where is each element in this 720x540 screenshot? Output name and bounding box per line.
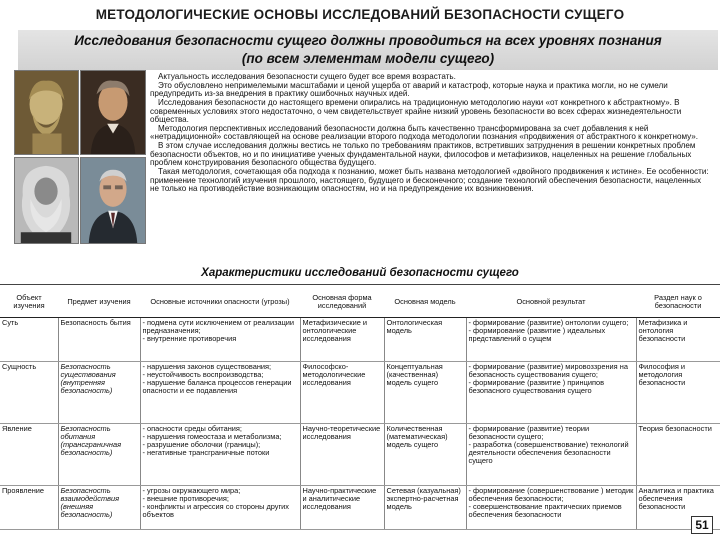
cell-section: Теория безопасности: [636, 423, 720, 485]
paragraph: В этом случае исследования должны вестись не только по требованиям практиков, встретивших затруднения в решении конкретных проблем безопасности объектов, но и по инициативе ученых фундаментальной науки, философов и метафизиков, нацеленных на решение глобальных проблем конструирования безопасного общества будущего.: [150, 141, 696, 168]
subtitle-band: [18, 30, 718, 70]
subtitle-line-1: Исследования безопасности сущего должны проводиться на всех уровнях познания: [74, 33, 662, 48]
column-header: Основной результат: [466, 287, 636, 317]
page-title: МЕТОДОЛОГИЧЕСКИЕ ОСНОВЫ ИССЛЕДОВАНИЙ БЕЗОПАСНОСТИ СУЩЕГО: [95, 7, 625, 22]
paragraph: Методология перспективных исследований безопасности должна быть качественно трансформирована за счет добавления к ней «нетрадиционной» составляющей на основе реализации второго подхода методологии познания «продвижения от абстрактного к конкретному».: [150, 123, 699, 142]
column-header: Предмет изучения: [58, 287, 140, 317]
cell-subject: Безопасность бытия: [58, 317, 140, 361]
cell-result: - формирование (развитие) онтологии сущего; - формирование (развитие ) идеальных представлений о сущем: [466, 317, 636, 361]
table-row: [0, 485, 720, 529]
cell-object: Явление: [0, 423, 58, 485]
table-title: Характеристики исследований безопасности сущего: [201, 267, 519, 279]
paragraph: Исследования безопасности до настоящего времени опирались на традиционную методологию науки «от конкретного к абстрактному». В современных условиях этого недостаточно, о чем свидетельствует крайне низкий уровень безопасности во всех сферах жизнедеятельности общества.: [150, 97, 682, 125]
table-row: [0, 361, 720, 423]
cell-form: Научно-теоретические исследования: [300, 423, 384, 485]
cell-form: Научно-практические и аналитические исследования: [300, 485, 384, 529]
characteristics-table: [0, 287, 720, 530]
paragraph: Это обусловлено непримелемыми масштабами и ценой ущерба от аварий и катастроф, которые наука и практика могли, но не сумели предупредить из-за внедрения в практику ошибочных научных идей.: [150, 80, 668, 99]
cell-model: Онтологическая модель: [384, 317, 466, 361]
table-row: [0, 423, 720, 485]
cell-object: Сущность: [0, 361, 58, 423]
table-row: [0, 317, 720, 361]
column-header: Основная модель: [384, 287, 466, 317]
cell-subject: Безопасность взаимодействия (внешняя безопасность): [58, 485, 140, 529]
cell-object: Проявление: [0, 485, 58, 529]
portrait-photo: [80, 70, 146, 155]
column-header: Раздел наук о безопасности: [636, 287, 720, 317]
subtitle-line-2: (по всем элементам модели сущего): [241, 51, 495, 66]
cell-form: Метафизические и онтологические исследования: [300, 317, 384, 361]
cell-subject: Безопасность существования (внутренняя безопасность): [58, 361, 140, 423]
cell-result: - формирование (развитие) теории безопасности сущего; - разработка (совершенствование) технологий деятельности обеспечения безопасности сущего: [466, 423, 636, 485]
bearded-portrait-photo: [14, 157, 79, 244]
cell-sources: - подмена сути исключением от реализации предназначения; - внутренние противоречия: [140, 317, 300, 361]
column-header: Основная форма исследований: [300, 287, 384, 317]
cell-section: Философия и методология безопасности: [636, 361, 720, 423]
intro-text: [150, 73, 710, 259]
cell-result: - формирование (совершенствование ) методик обеспечения безопасности; - совершенствование практических приемов обеспечения безопасности: [466, 485, 636, 529]
cell-result: - формирование (развитие) мировоззрения на безопасность существования сущего; - формирование (развитие ) принципов безопасного существования сущего: [466, 361, 636, 423]
cell-section: Аналитика и практика обеспечения безопасности: [636, 485, 720, 529]
column-header: Основные источники опасности (угрозы): [140, 287, 300, 317]
cell-sources: - нарушения законов существования; - неустойчивость воспроизводства; - нарушение баланса процессов генерации опасности и ее подавления: [140, 361, 300, 423]
paragraph: Актуальность исследования безопасности сущего будет все время возрастать.: [158, 73, 456, 81]
bust-statue-photo: [14, 70, 79, 155]
cell-sources: - угрозы окружающего мира; - внешние противоречия; - конфликты и агрессия со стороны других объектов: [140, 485, 300, 529]
table-header-row: [0, 287, 720, 317]
column-header: Объект изучения: [0, 287, 58, 317]
cell-model: Сетевая (казуальная) экспертно-расчетная модель: [384, 485, 466, 529]
cell-object: Суть: [0, 317, 58, 361]
cell-subject: Безопасность обитания (трансграничная безопасность): [58, 423, 140, 485]
cell-sources: - опасности среды обитания; - нарушения гомеостаза и метаболизма; - разрушение оболочки (границы); - негативные трансграничные потоки: [140, 423, 300, 485]
page-number: 51: [691, 516, 713, 534]
paragraph: Такая методология, сочетающая оба подхода к познанию, может быть названа методологией «двойного продвижения к истине». Ее особенности: применение технологий изучения прошлого, настоящего, будущего и бесконечного; создание технологий обеспечения безопасности, нацеленных не только на противодействие возникающим опасностям, но и на предупреждение их возникновения.: [150, 166, 709, 194]
cell-section: Метафизика и онтология безопасности: [636, 317, 720, 361]
divider: [0, 284, 720, 285]
official-portrait-photo: [80, 157, 146, 244]
cell-model: Концептуальная (качественная) модель сущего: [384, 361, 466, 423]
cell-model: Количественная (математическая) модель сущего: [384, 423, 466, 485]
cell-form: Философско-методологические исследования: [300, 361, 384, 423]
